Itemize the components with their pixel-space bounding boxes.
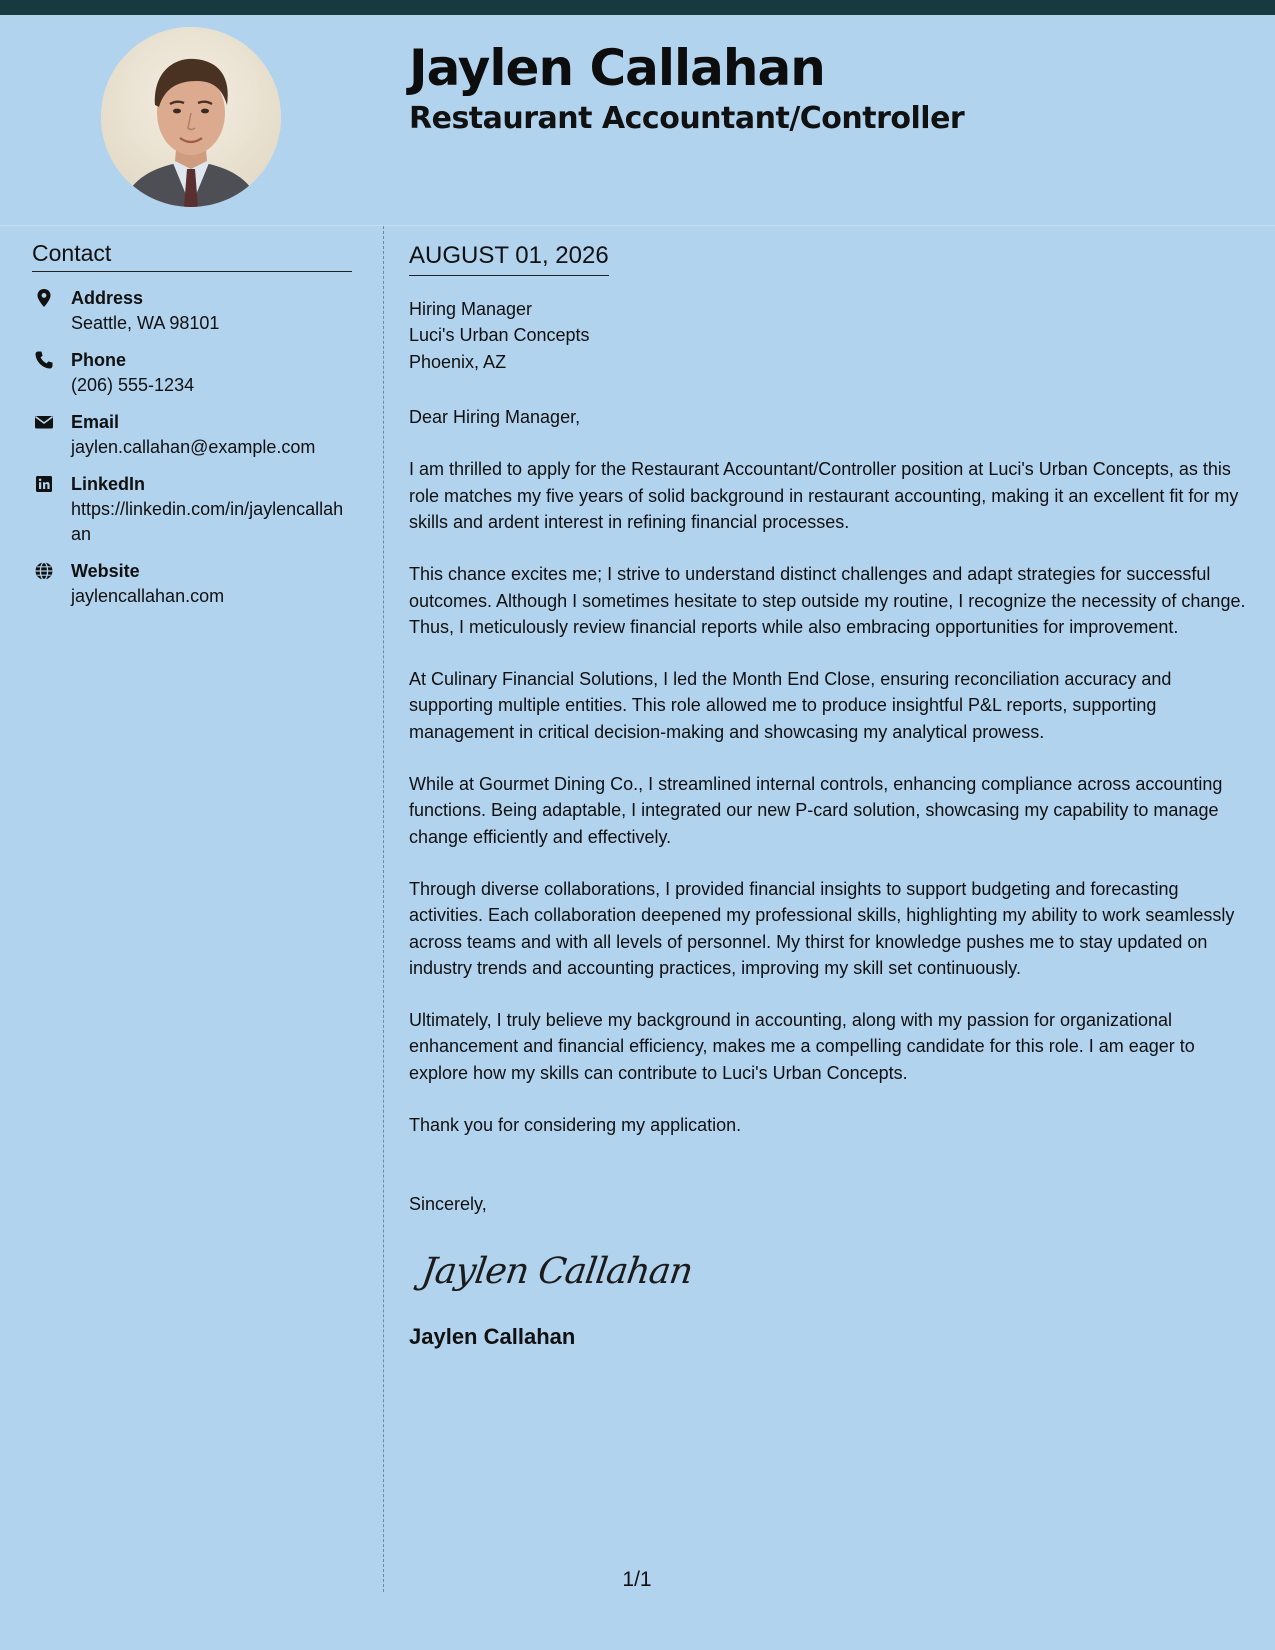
contact-label: LinkedIn	[71, 474, 146, 494]
letter-paragraph: I am thrilled to apply for the Restaurant Accountant/Controller position at Luci's Urban Concepts, as this role matches my five years of solid background in restaurant accounting, making it an excellent fit for my skills and ardent interest in refining financial processes.	[409, 459, 1239, 532]
contact-value: https://linkedin.com/in/jaylencallahan	[71, 499, 344, 544]
map-pin-icon	[34, 288, 54, 308]
recipient-line: Hiring Manager	[409, 299, 533, 320]
candidate-name: Jaylen Callahan	[409, 39, 825, 97]
contact-value: (206) 555-1234	[71, 375, 195, 395]
recipient-line: Phoenix, AZ	[409, 351, 507, 372]
letter-paragraph: Thank you for considering my application.	[409, 1115, 742, 1136]
contact-list	[32, 286, 352, 609]
contact-label: Phone	[71, 350, 127, 370]
contact-heading: Contact	[32, 240, 352, 272]
header	[0, 15, 1275, 226]
contact-item-linkedin	[32, 472, 352, 547]
recipient-line: Luci's Urban Concepts	[409, 325, 590, 346]
letter-paragraph: Ultimately, I truly believe my background in accounting, along with my passion for organizational enhancement and financial efficiency, makes me a compelling candidate for this role. I am eager to explore how my skills can contribute to Luci's Urban Concepts.	[409, 1010, 1195, 1083]
top-accent-bar	[0, 0, 1275, 15]
contact-label: Email	[71, 412, 120, 432]
recipient-block	[409, 296, 1255, 375]
globe-icon	[34, 561, 54, 581]
linkedin-icon	[34, 474, 54, 494]
contact-value: Seattle, WA 98101	[71, 313, 220, 333]
contact-sidebar	[32, 240, 352, 621]
column-divider	[383, 226, 384, 1592]
letter-paragraph: Through diverse collaborations, I provided financial insights to support budgeting and forecasting activities. Each collaboration deepened my professional skills, highlighting my ability to work seamlessly across teams and with all levels of personnel. My thirst for knowledge pushes me to stay updated on industry trends and accounting practices, improving my skill set continuously.	[409, 878, 1235, 978]
phone-icon	[34, 350, 54, 370]
page-number: 1/1	[622, 1568, 652, 1591]
contact-value: jaylen.callahan@example.com	[71, 437, 316, 457]
contact-value: jaylencallahan.com	[71, 586, 225, 606]
handwritten-signature: Jaylen Callahan	[418, 1250, 695, 1292]
contact-label: Address	[71, 288, 144, 308]
letter-paragraph: While at Gourmet Dining Co., I streamlined internal controls, enhancing compliance across accounting functions. Being adaptable, I integrated our new P-card solution, showcasing my capability to manage change efficiently and effectively.	[409, 774, 1223, 847]
contact-item-website	[32, 559, 352, 609]
contact-item-address	[32, 286, 352, 336]
letter-paragraph: This chance excites me; I strive to understand distinct challenges and adapt strategies for successful outcomes. Although I sometimes hesitate to step outside my routine, I recognize the necessity of change. Thus, I meticulously review financial reports while also embracing opportunities for improvement.	[409, 564, 1246, 637]
greeting: Dear Hiring Manager,	[409, 407, 581, 428]
job-title: Restaurant Accountant/Controller	[409, 101, 965, 136]
signer-name: Jaylen Callahan	[409, 1323, 576, 1349]
portrait-photo	[101, 27, 281, 207]
contact-item-email	[32, 410, 352, 460]
contact-item-phone	[32, 348, 352, 398]
envelope-icon	[34, 412, 54, 432]
closing: Sincerely,	[409, 1194, 487, 1215]
avatar	[101, 27, 281, 207]
letter-paragraph: At Culinary Financial Solutions, I led the Month End Close, ensuring reconciliation accuracy and supporting multiple entities. This role allowed me to produce insightful P&L reports, supporting management in critical decision-making and showcasing my analytical prowess.	[409, 669, 1172, 742]
letter-date: AUGUST 01, 2026	[409, 240, 609, 276]
letter-body	[409, 240, 1255, 1350]
contact-label: Website	[71, 561, 140, 581]
